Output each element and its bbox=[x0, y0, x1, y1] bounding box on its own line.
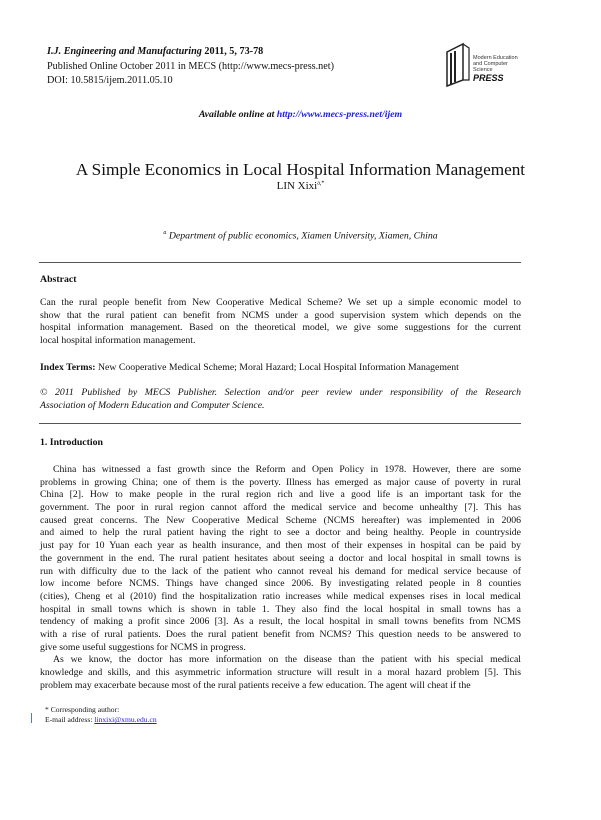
paragraph-line: run with difficulty due to the lack of the patient who cannot reveal his demand for medical service because of bbox=[40, 565, 521, 577]
affiliation-sup: a bbox=[163, 230, 167, 236]
paragraph-line: just pay for 10 Yuan each year as health insurance, and then most of their expenses in hospital can be paid by bbox=[40, 540, 521, 552]
author-sup: a,* bbox=[317, 180, 325, 187]
author bbox=[0, 180, 601, 192]
abstract-heading: Abstract bbox=[40, 274, 77, 285]
available-online bbox=[0, 109, 601, 120]
available-label: Available online at bbox=[198, 109, 277, 120]
paragraph-line: tendency of making a profit since 2006 [3]. As a result, the local hospital in small towns benefits from NCMS bbox=[40, 616, 521, 628]
divider bbox=[39, 262, 521, 263]
divider bbox=[39, 423, 521, 424]
paragraph-line: give some useful suggestions for NCMS in progress. bbox=[40, 641, 246, 653]
book-logo-icon bbox=[443, 40, 473, 88]
abstract-line: hospital information management. Based on the theoretical model, we give some suggestions for the current bbox=[40, 322, 521, 334]
footnote bbox=[45, 705, 157, 725]
abstract-body bbox=[40, 297, 521, 348]
logo-text-1: Modern Education bbox=[473, 55, 518, 61]
index-terms-label: Index Terms: bbox=[40, 362, 96, 373]
paragraph-line: government. The poor in rural region cannot afford the medical service and become unhealthy [7]. This has bbox=[40, 502, 521, 514]
paragraph-line: problems in growing China; one of them is the poverty. Illness has emerged as major cause of poverty in rural bbox=[40, 476, 521, 488]
abstract-line: Can the rural people benefit from New Cooperative Medical Scheme? We set up a simple economic model to bbox=[40, 297, 521, 308]
paragraph-line: knowledge and skills, and this asymmetric information structure will result in a moral hazard problem [5]. This bbox=[40, 667, 521, 678]
copyright-line: © 2011 Published by MECS Publisher. Selection and/or peer review under responsibility of the Research bbox=[40, 387, 521, 398]
journal-line bbox=[47, 45, 263, 59]
paragraph-line: low income before NCMS. Things have changed since 2006. By investigating related people in 8 counties bbox=[40, 578, 521, 590]
paragraph-line: China [2]. How to make people in the rural region rich and live a good life is an important task for the bbox=[40, 489, 521, 501]
footnote-email-label: E-mail address: bbox=[45, 715, 95, 724]
paragraph-line: (cities), Cheng et al (2010) find the hospitalization ratio increases while medical expenses rises in local medical bbox=[40, 590, 521, 602]
page-title: A Simple Economics in Local Hospital Information Management bbox=[75, 160, 526, 179]
publisher-logo bbox=[443, 40, 528, 88]
author-name: LIN Xixi bbox=[276, 180, 318, 192]
email-link[interactable]: linxixi@xmu.edu.cn bbox=[94, 715, 157, 724]
journal-volume: 2011, 5, 73-78 bbox=[204, 46, 264, 57]
paragraph-line: caused great concerns. The New Cooperative Medical Scheme (NCMS hereafter) was implemented in 2006 bbox=[40, 514, 521, 526]
paragraph-line: the government in the end. The rural patient hesitates about seeing a doctor and local hospital in small towns is bbox=[40, 552, 521, 564]
published-line: Published Online October 2011 in MECS (http://www.mecs-press.net) bbox=[47, 61, 335, 72]
copyright bbox=[40, 387, 521, 412]
doi-line: DOI: 10.5815/ijem.2011.05.10 bbox=[47, 75, 173, 86]
paragraph-line: problem may exacerbate because most of the rural patients receive a few education. The agent will cheat if the bbox=[40, 679, 471, 691]
affiliation bbox=[0, 230, 601, 241]
affiliation-text: Department of public economics, Xiamen University, Xiamen, China bbox=[168, 230, 438, 242]
index-terms-text: New Cooperative Medical Scheme; Moral Hazard; Local Hospital Information Management bbox=[97, 362, 459, 373]
change-bar bbox=[31, 713, 32, 723]
paragraph-line: and aimed to help the rural patient having the right to see a doctor and being healthy. People in countryside bbox=[40, 527, 521, 539]
copyright-line: Association of Modern Education and Computer Science. bbox=[40, 399, 265, 411]
index-terms bbox=[40, 362, 521, 375]
paragraph-line: hospital in small towns which is shown in table 1. They also find the local hospital in small towns has a bbox=[40, 603, 521, 615]
journal-name: I.J. Engineering and Manufacturing bbox=[47, 46, 202, 57]
abstract-line: local hospital information management. bbox=[40, 335, 196, 347]
logo-text-2: and Computer Science bbox=[473, 61, 508, 73]
section-heading: 1. Introduction bbox=[40, 437, 103, 448]
footnote-corresponding: * Corresponding author: bbox=[45, 705, 120, 714]
paragraph-line: with a rise of rural patients. Does the rural patient benefit from NCMS? This question needs to be answered to bbox=[40, 628, 521, 640]
paragraph-line: China has witnessed a fast growth since the Reform and Open Policy in 1978. However, there are some bbox=[53, 464, 521, 475]
journal-link[interactable]: http://www.mecs-press.net/ijem bbox=[276, 109, 403, 120]
abstract-line: show that the rural patient can benefit from NCMS under a good supervision system which depends on the bbox=[40, 309, 521, 321]
logo-text-3: PRESS bbox=[473, 73, 504, 83]
paragraph-line: As we know, the doctor has more information on the disease than the patient with his special medical bbox=[53, 654, 521, 666]
section-body bbox=[40, 464, 521, 692]
